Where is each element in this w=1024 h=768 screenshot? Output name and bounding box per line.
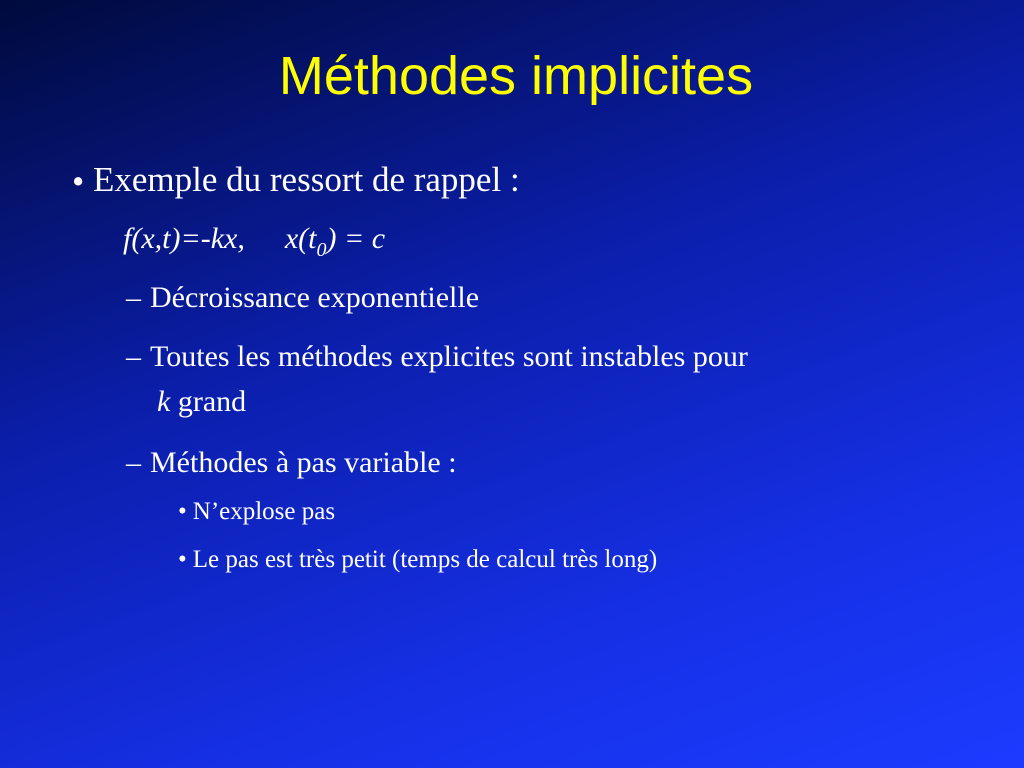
- subsubpoint-explose-text: N’explose pas: [192, 498, 336, 525]
- formula-part2-post: ) = c: [326, 222, 386, 255]
- dash-icon: –: [126, 281, 141, 314]
- dash-icon: –: [126, 446, 141, 479]
- point-exemple: Exemple du ressort de rappel :: [93, 160, 520, 199]
- formula-part2-pre: x(t: [284, 222, 317, 255]
- subpoint-toutes-continuation: [157, 385, 246, 419]
- bullet-icon: •: [72, 162, 85, 201]
- subpoint-toutes-grand: grand: [170, 385, 247, 418]
- variable-k: k: [157, 385, 171, 418]
- subpoint-decroissance-text: Décroissance exponentielle: [150, 281, 480, 314]
- small-bullet-icon: •: [178, 498, 187, 525]
- small-bullet-icon: •: [178, 546, 187, 573]
- subsubpoint-explose: [178, 498, 335, 526]
- subpoint-methodes-pas: [126, 446, 457, 480]
- slide-title: Méthodes implicites: [278, 46, 754, 106]
- formula-subscript: 0: [316, 239, 327, 261]
- dash-icon: –: [126, 340, 141, 373]
- subsubpoint-petit: [178, 546, 657, 574]
- subpoint-toutes: [126, 340, 748, 374]
- subsubpoint-petit-text: Le pas est très petit (temps de calcul très long): [192, 546, 658, 573]
- formula-part1: f(x,t)=-kx,: [123, 222, 245, 255]
- subpoint-decroissance: [126, 281, 479, 315]
- subpoint-methodes-pas-text: Méthodes à pas variable :: [150, 446, 457, 479]
- subpoint-toutes-text: Toutes les méthodes explicites sont instables pour: [150, 340, 748, 373]
- formula: [123, 222, 385, 262]
